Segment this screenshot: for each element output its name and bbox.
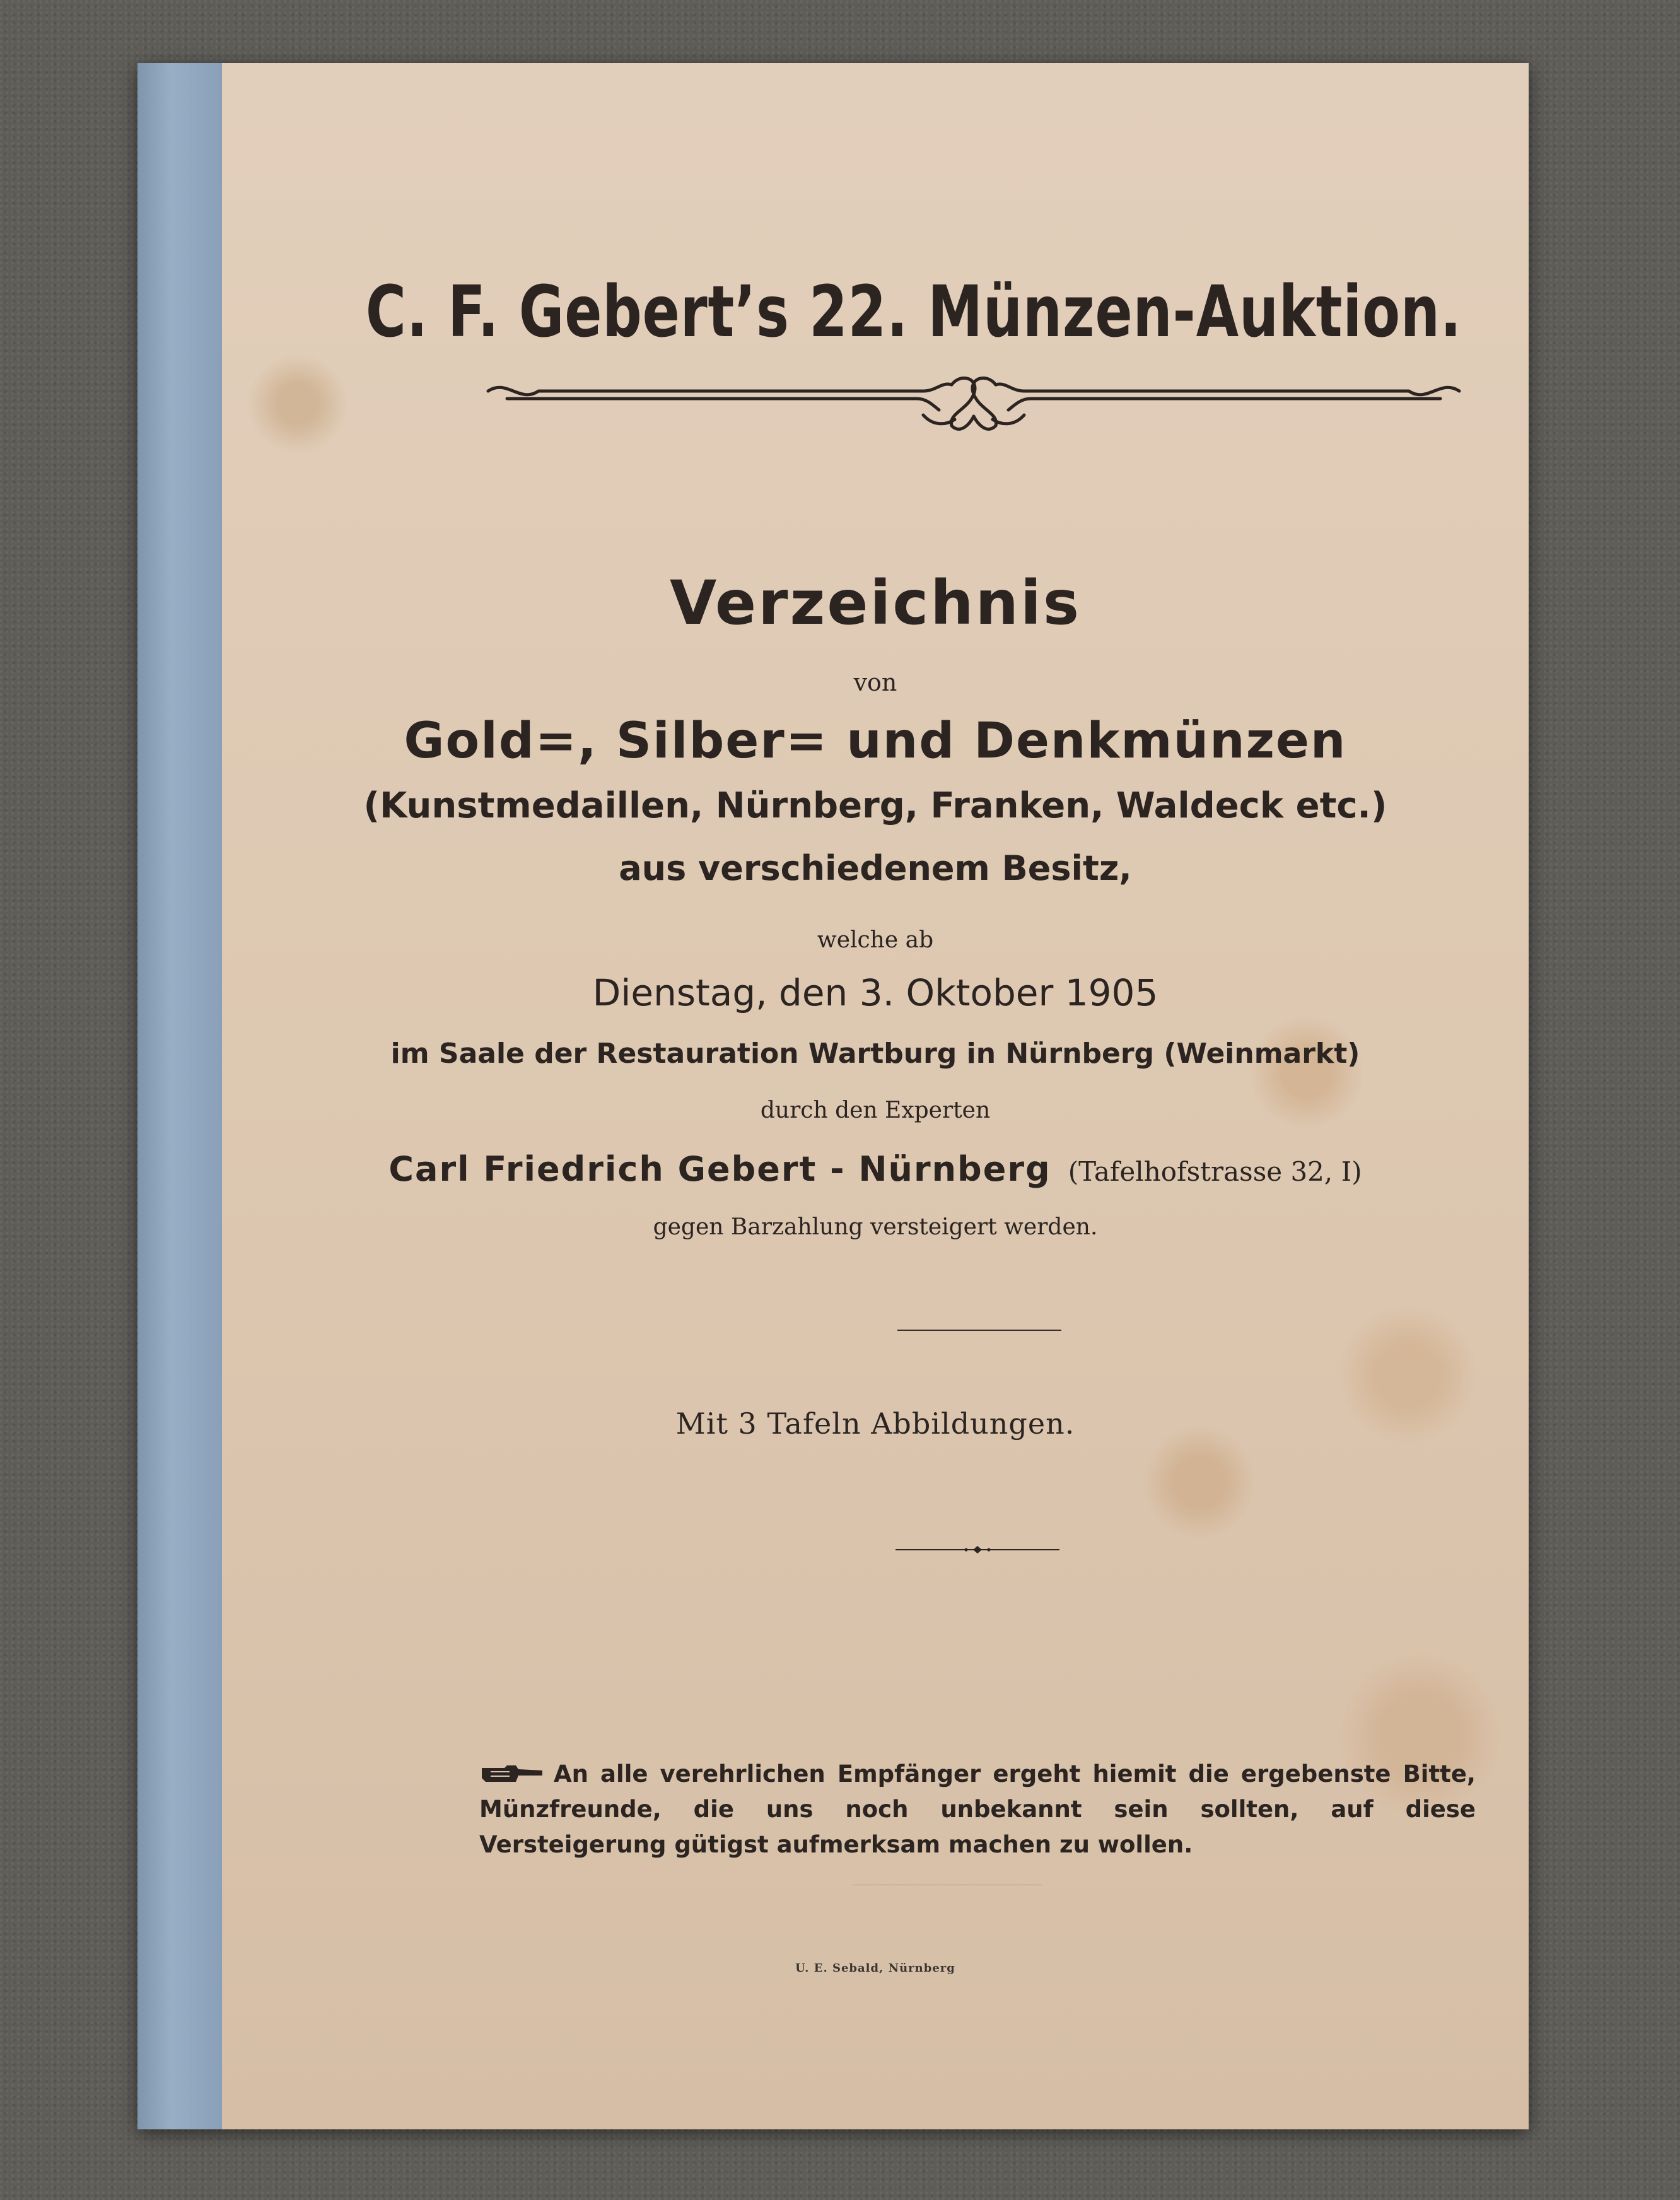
expert-name: Carl Friedrich Gebert - Nürnberg — [388, 1149, 1051, 1189]
expert-line — [222, 1149, 1529, 1189]
pointing-hand-icon — [479, 1763, 545, 1784]
auction-title: C. F. Gebert’s 22. Münzen-Auktion. — [365, 271, 1462, 353]
booklet-cover — [137, 63, 1529, 2129]
text-welche-ab: welche ab — [817, 927, 934, 953]
recipient-notice — [479, 1757, 1476, 1863]
ornamental-divider — [482, 366, 1466, 435]
blue-spine — [137, 63, 222, 2129]
expert-address: (Tafelhofstrasse 32, I) — [1068, 1156, 1362, 1187]
plates-note: Mit 3 Tafeln Abbildungen. — [675, 1407, 1075, 1441]
notice-text: An alle verehrlichen Empfänger ergeht hiemit die ergebenste Bitte, Münzfreunde, die uns noch unbekannt sein sollten, auf diese Versteigerung gütigst aufmerksam machen zu wollen. — [479, 1760, 1476, 1858]
auction-terms: gegen Barzahlung versteigert werden. — [653, 1214, 1098, 1240]
heading-verzeichnis: Verzeichnis — [669, 568, 1082, 638]
subject-detail: (Kunstmedaillen, Nürnberg, Franken, Waldeck etc.) — [363, 785, 1387, 826]
subject-line: Gold=, Silber= und Denkmünzen — [404, 713, 1347, 769]
divider-rule — [897, 1330, 1061, 1331]
printer-imprint: U. E. Sebald, Nürnberg — [795, 1962, 955, 1975]
auction-date: Dienstag, den 3. Oktober 1905 — [592, 971, 1158, 1014]
provenance-line: aus verschiedenem Besitz, — [619, 848, 1132, 888]
diamond-rule — [895, 1545, 1059, 1554]
cover-page — [222, 63, 1529, 2129]
expert-intro: durch den Experten — [760, 1097, 991, 1123]
auction-venue: im Saale der Restauration Wartburg in Nürnberg (Weinmarkt) — [390, 1038, 1360, 1070]
text-von: von — [853, 669, 897, 696]
